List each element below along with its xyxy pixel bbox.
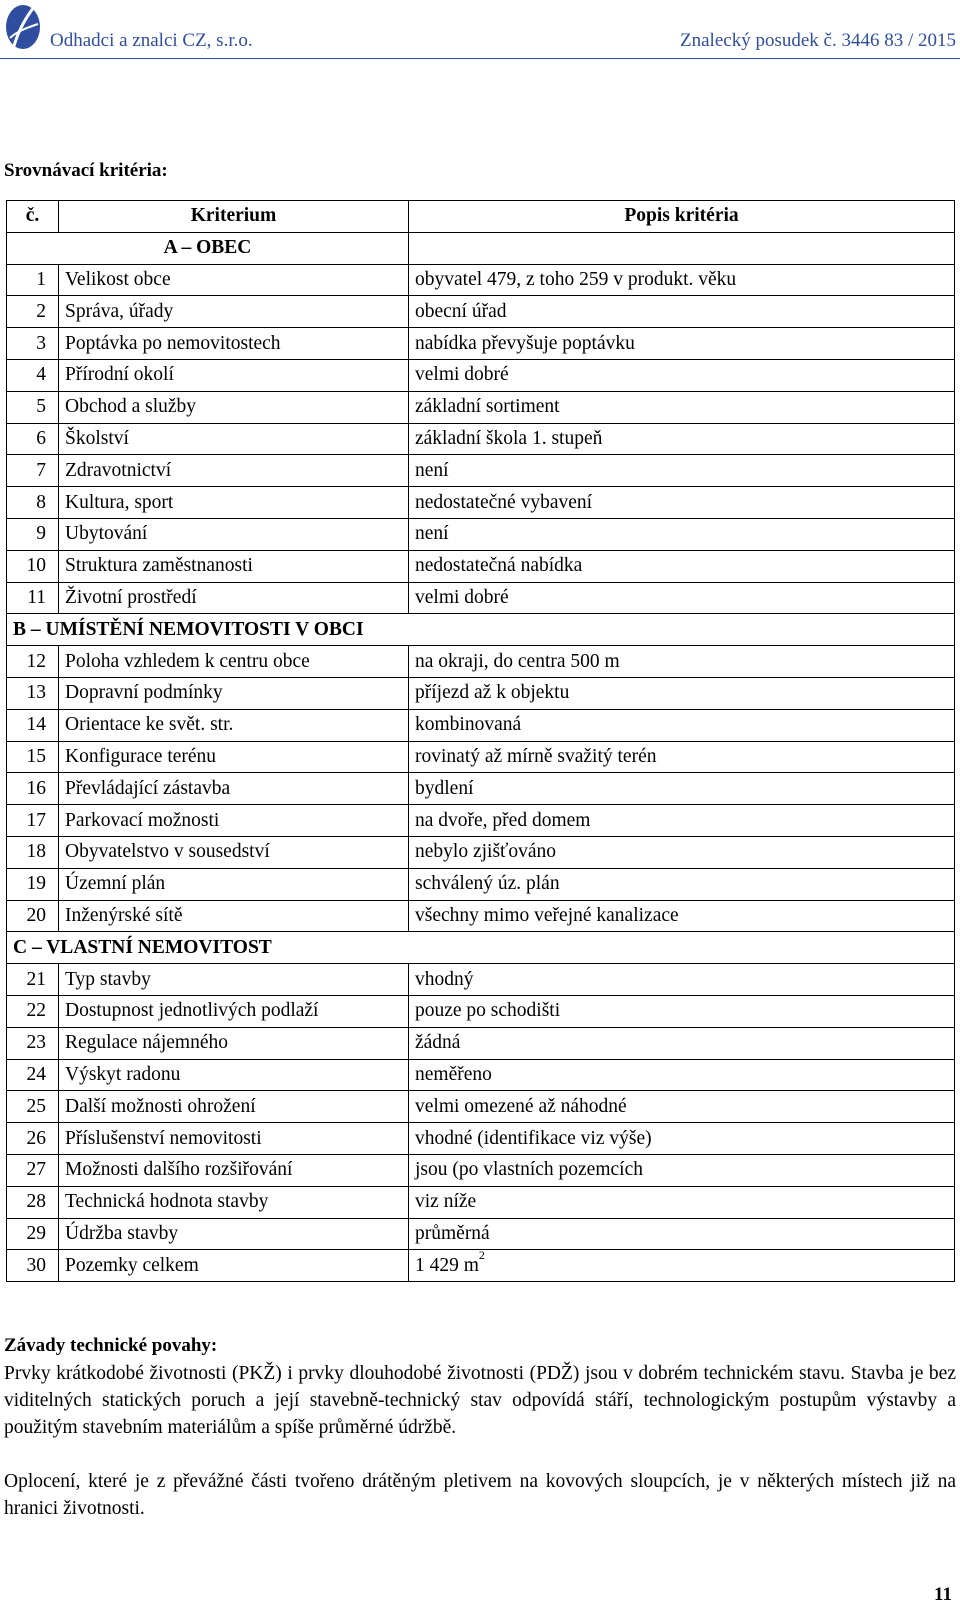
criterion-description-text: velmi dobré	[415, 364, 509, 386]
defects-paragraph-2: Oplocení, které je z převážné části tvořeno drátěným pletivem na kovových sloupcích, je v některých místech již na hranici životnosti.	[4, 1471, 956, 1519]
criterion-number: 2	[7, 296, 59, 328]
criterion-description	[409, 328, 955, 360]
table-row	[7, 1059, 955, 1091]
criterion-description-text: obecní úřad	[415, 300, 507, 322]
criterion-name: Přírodní okolí	[59, 359, 409, 391]
criterion-number: 24	[7, 1059, 59, 1091]
criterion-number: 22	[7, 995, 59, 1027]
criterion-description-text: neměřeno	[415, 1063, 492, 1085]
criterion-number: 29	[7, 1218, 59, 1250]
criterion-description-text: nebylo zjišťováno	[415, 841, 557, 863]
criterion-description	[409, 646, 955, 678]
criterion-description	[409, 741, 955, 773]
criterion-name: Ubytování	[59, 518, 409, 550]
page-number: 11	[934, 1584, 952, 1605]
criterion-number: 11	[7, 582, 59, 614]
criterion-name: Převládající zástavba	[59, 773, 409, 805]
criterion-description	[409, 518, 955, 550]
table-row	[7, 805, 955, 837]
criterion-description-text: 1 429 m	[415, 1254, 479, 1276]
criterion-number: 9	[7, 518, 59, 550]
criterion-description	[409, 391, 955, 423]
section-row-b-label: B – UMÍSTĚNÍ NEMOVITOSTI V OBCI	[7, 614, 955, 646]
criterion-name: Dostupnost jednotlivých podlaží	[59, 995, 409, 1027]
table-row	[7, 455, 955, 487]
criterion-name: Možnosti dalšího rozšiřování	[59, 1154, 409, 1186]
criterion-description-text: základní škola 1. stupeň	[415, 427, 603, 449]
criterion-description-text: nedostatečné vybavení	[415, 491, 593, 513]
criterion-description	[409, 296, 955, 328]
criterion-description-text: příjezd až k objektu	[415, 682, 570, 704]
criterion-number: 14	[7, 709, 59, 741]
criterion-description-text: viz níže	[415, 1191, 477, 1213]
criterion-description	[409, 836, 955, 868]
criterion-name: Obyvatelstvo v sousedství	[59, 836, 409, 868]
criterion-description-text: pouze po schodišti	[415, 1000, 561, 1022]
table-row	[7, 1218, 955, 1250]
criterion-number: 13	[7, 677, 59, 709]
table-row	[7, 900, 955, 932]
criterion-number: 21	[7, 964, 59, 996]
criterion-description-text: žádná	[415, 1032, 461, 1054]
criterion-name: Velikost obce	[59, 264, 409, 296]
criterion-description	[409, 1186, 955, 1218]
criterion-description	[409, 455, 955, 487]
company-logo-icon	[4, 2, 42, 52]
criterion-description	[409, 964, 955, 996]
criterion-name: Pozemky celkem	[59, 1250, 409, 1282]
criterion-name: Výskyt radonu	[59, 1059, 409, 1091]
table-row	[7, 773, 955, 805]
document-reference: Znalecký posudek č. 3446 83 / 2015	[680, 30, 956, 51]
criterion-number: 18	[7, 836, 59, 868]
section-row-a	[7, 232, 955, 264]
criteria-table	[6, 200, 955, 1282]
criterion-description-text: průměrná	[415, 1222, 490, 1244]
table-row	[7, 709, 955, 741]
criterion-description	[409, 1218, 955, 1250]
criterion-description	[409, 423, 955, 455]
criterion-number: 19	[7, 868, 59, 900]
table-row	[7, 1186, 955, 1218]
criterion-name: Orientace ke svět. str.	[59, 709, 409, 741]
criterion-description	[409, 1123, 955, 1155]
criterion-name: Konfigurace terénu	[59, 741, 409, 773]
criterion-name: Údržba stavby	[59, 1218, 409, 1250]
criterion-name: Struktura zaměstnanosti	[59, 550, 409, 582]
criterion-number: 5	[7, 391, 59, 423]
table-row	[7, 296, 955, 328]
section-row-c	[7, 932, 955, 964]
criterion-name: Kultura, sport	[59, 487, 409, 519]
criterion-name: Dopravní podmínky	[59, 677, 409, 709]
criterion-description	[409, 773, 955, 805]
criterion-description-text: všechny mimo veřejné kanalizace	[415, 904, 679, 926]
criterion-description	[409, 487, 955, 519]
criterion-number: 4	[7, 359, 59, 391]
table-row	[7, 646, 955, 678]
table-header-row	[7, 201, 955, 233]
section-label-a: A – OBEC	[7, 232, 409, 264]
criterion-description	[409, 582, 955, 614]
criterion-name: Školství	[59, 423, 409, 455]
criterion-name: Poptávka po nemovitostech	[59, 328, 409, 360]
criterion-description	[409, 709, 955, 741]
unit-superscript: 2	[478, 1249, 485, 1262]
criterion-number: 10	[7, 550, 59, 582]
defects-paragraph-1: Prvky krátkodobé životnosti (PKŽ) i prvky dlouhodobé životnosti (PDŽ) jsou v dobrém technickém stavu. Stavba je bez viditelných statických poruch a její stavebně-technický stav odpovídá stáří, technologickým postupům výstavby a použitým stavebním materiálům a spíše průměrné údržbě.	[4, 1363, 956, 1438]
section-row-c-label: C – VLASTNÍ NEMOVITOST	[7, 932, 955, 964]
criterion-description-text: vhodné (identifikace viz výše)	[415, 1127, 652, 1149]
criterion-description-text: vhodný	[415, 968, 474, 990]
table-row	[7, 964, 955, 996]
table-row	[7, 836, 955, 868]
column-header-number: č.	[7, 201, 59, 233]
criterion-description	[409, 995, 955, 1027]
criterion-name: Příslušenství nemovitosti	[59, 1123, 409, 1155]
criterion-name: Územní plán	[59, 868, 409, 900]
criterion-description-text: není	[415, 523, 449, 545]
criterion-number: 1	[7, 264, 59, 296]
table-row	[7, 741, 955, 773]
table-row	[7, 487, 955, 519]
criterion-name: Inženýrské sítě	[59, 900, 409, 932]
section-row-b	[7, 614, 955, 646]
criteria-title: Srovnávací kritéria:	[4, 160, 168, 181]
table-row	[7, 1154, 955, 1186]
criterion-description-text: není	[415, 459, 449, 481]
table-row	[7, 423, 955, 455]
table-row	[7, 582, 955, 614]
table-row	[7, 1027, 955, 1059]
criterion-description-text: základní sortiment	[415, 396, 560, 418]
criterion-name: Typ stavby	[59, 964, 409, 996]
column-header-criterion: Kriterium	[59, 201, 409, 233]
criterion-description	[409, 1027, 955, 1059]
criterion-number: 28	[7, 1186, 59, 1218]
criterion-number: 3	[7, 328, 59, 360]
criterion-description	[409, 1091, 955, 1123]
table-row	[7, 264, 955, 296]
criterion-name: Správa, úřady	[59, 296, 409, 328]
column-header-description: Popis kritéria	[409, 201, 955, 233]
criterion-name: Technická hodnota stavby	[59, 1186, 409, 1218]
criterion-number: 23	[7, 1027, 59, 1059]
criterion-description-text: kombinovaná	[415, 714, 522, 736]
criterion-number: 8	[7, 487, 59, 519]
criterion-description	[409, 359, 955, 391]
criterion-number: 26	[7, 1123, 59, 1155]
criterion-name: Další možnosti ohrožení	[59, 1091, 409, 1123]
page-header	[0, 0, 960, 59]
defects-title: Závady technické povahy:	[4, 1335, 218, 1356]
table-row	[7, 677, 955, 709]
criterion-description	[409, 550, 955, 582]
criterion-name: Poloha vzhledem k centru obce	[59, 646, 409, 678]
criterion-number: 16	[7, 773, 59, 805]
criterion-number: 25	[7, 1091, 59, 1123]
table-row	[7, 359, 955, 391]
criterion-number: 20	[7, 900, 59, 932]
criterion-description	[409, 677, 955, 709]
criterion-description-text: bydlení	[415, 777, 474, 799]
criterion-number: 7	[7, 455, 59, 487]
criterion-description-text: nabídka převyšuje poptávku	[415, 332, 635, 354]
criterion-description-text: nedostatečná nabídka	[415, 555, 583, 577]
table-row	[7, 328, 955, 360]
criterion-description-text: velmi omezené až náhodné	[415, 1095, 627, 1117]
criterion-description	[409, 805, 955, 837]
criterion-description	[409, 264, 955, 296]
criterion-description-text: schválený úz. plán	[415, 873, 560, 895]
criterion-name: Životní prostředí	[59, 582, 409, 614]
criterion-description	[409, 900, 955, 932]
table-row	[7, 550, 955, 582]
criterion-description-text: na dvoře, před domem	[415, 809, 591, 831]
criterion-description-text: velmi dobré	[415, 586, 509, 608]
criterion-number: 30	[7, 1250, 59, 1282]
table-row	[7, 518, 955, 550]
table-row	[7, 1123, 955, 1155]
criterion-number: 12	[7, 646, 59, 678]
criterion-number: 6	[7, 423, 59, 455]
criterion-description	[409, 1059, 955, 1091]
criterion-name: Zdravotnictví	[59, 455, 409, 487]
table-row	[7, 995, 955, 1027]
criterion-description-text: obyvatel 479, z toho 259 v produkt. věku	[415, 268, 737, 290]
criterion-description	[409, 868, 955, 900]
criterion-description	[409, 1250, 955, 1282]
company-name: Odhadci a znalci CZ, s.r.o.	[50, 30, 253, 51]
criterion-name: Regulace nájemného	[59, 1027, 409, 1059]
table-row	[7, 868, 955, 900]
criterion-number: 17	[7, 805, 59, 837]
criterion-description	[409, 1154, 955, 1186]
criterion-description-text: na okraji, do centra 500 m	[415, 650, 620, 672]
table-row	[7, 1250, 955, 1282]
criterion-description-text: jsou (po vlastních pozemcích	[415, 1159, 643, 1181]
criterion-description-text: rovinatý až mírně svažitý terén	[415, 745, 657, 767]
criterion-name: Obchod a služby	[59, 391, 409, 423]
criterion-number: 27	[7, 1154, 59, 1186]
criterion-name: Parkovací možnosti	[59, 805, 409, 837]
table-row	[7, 1091, 955, 1123]
criterion-number: 15	[7, 741, 59, 773]
table-row	[7, 391, 955, 423]
